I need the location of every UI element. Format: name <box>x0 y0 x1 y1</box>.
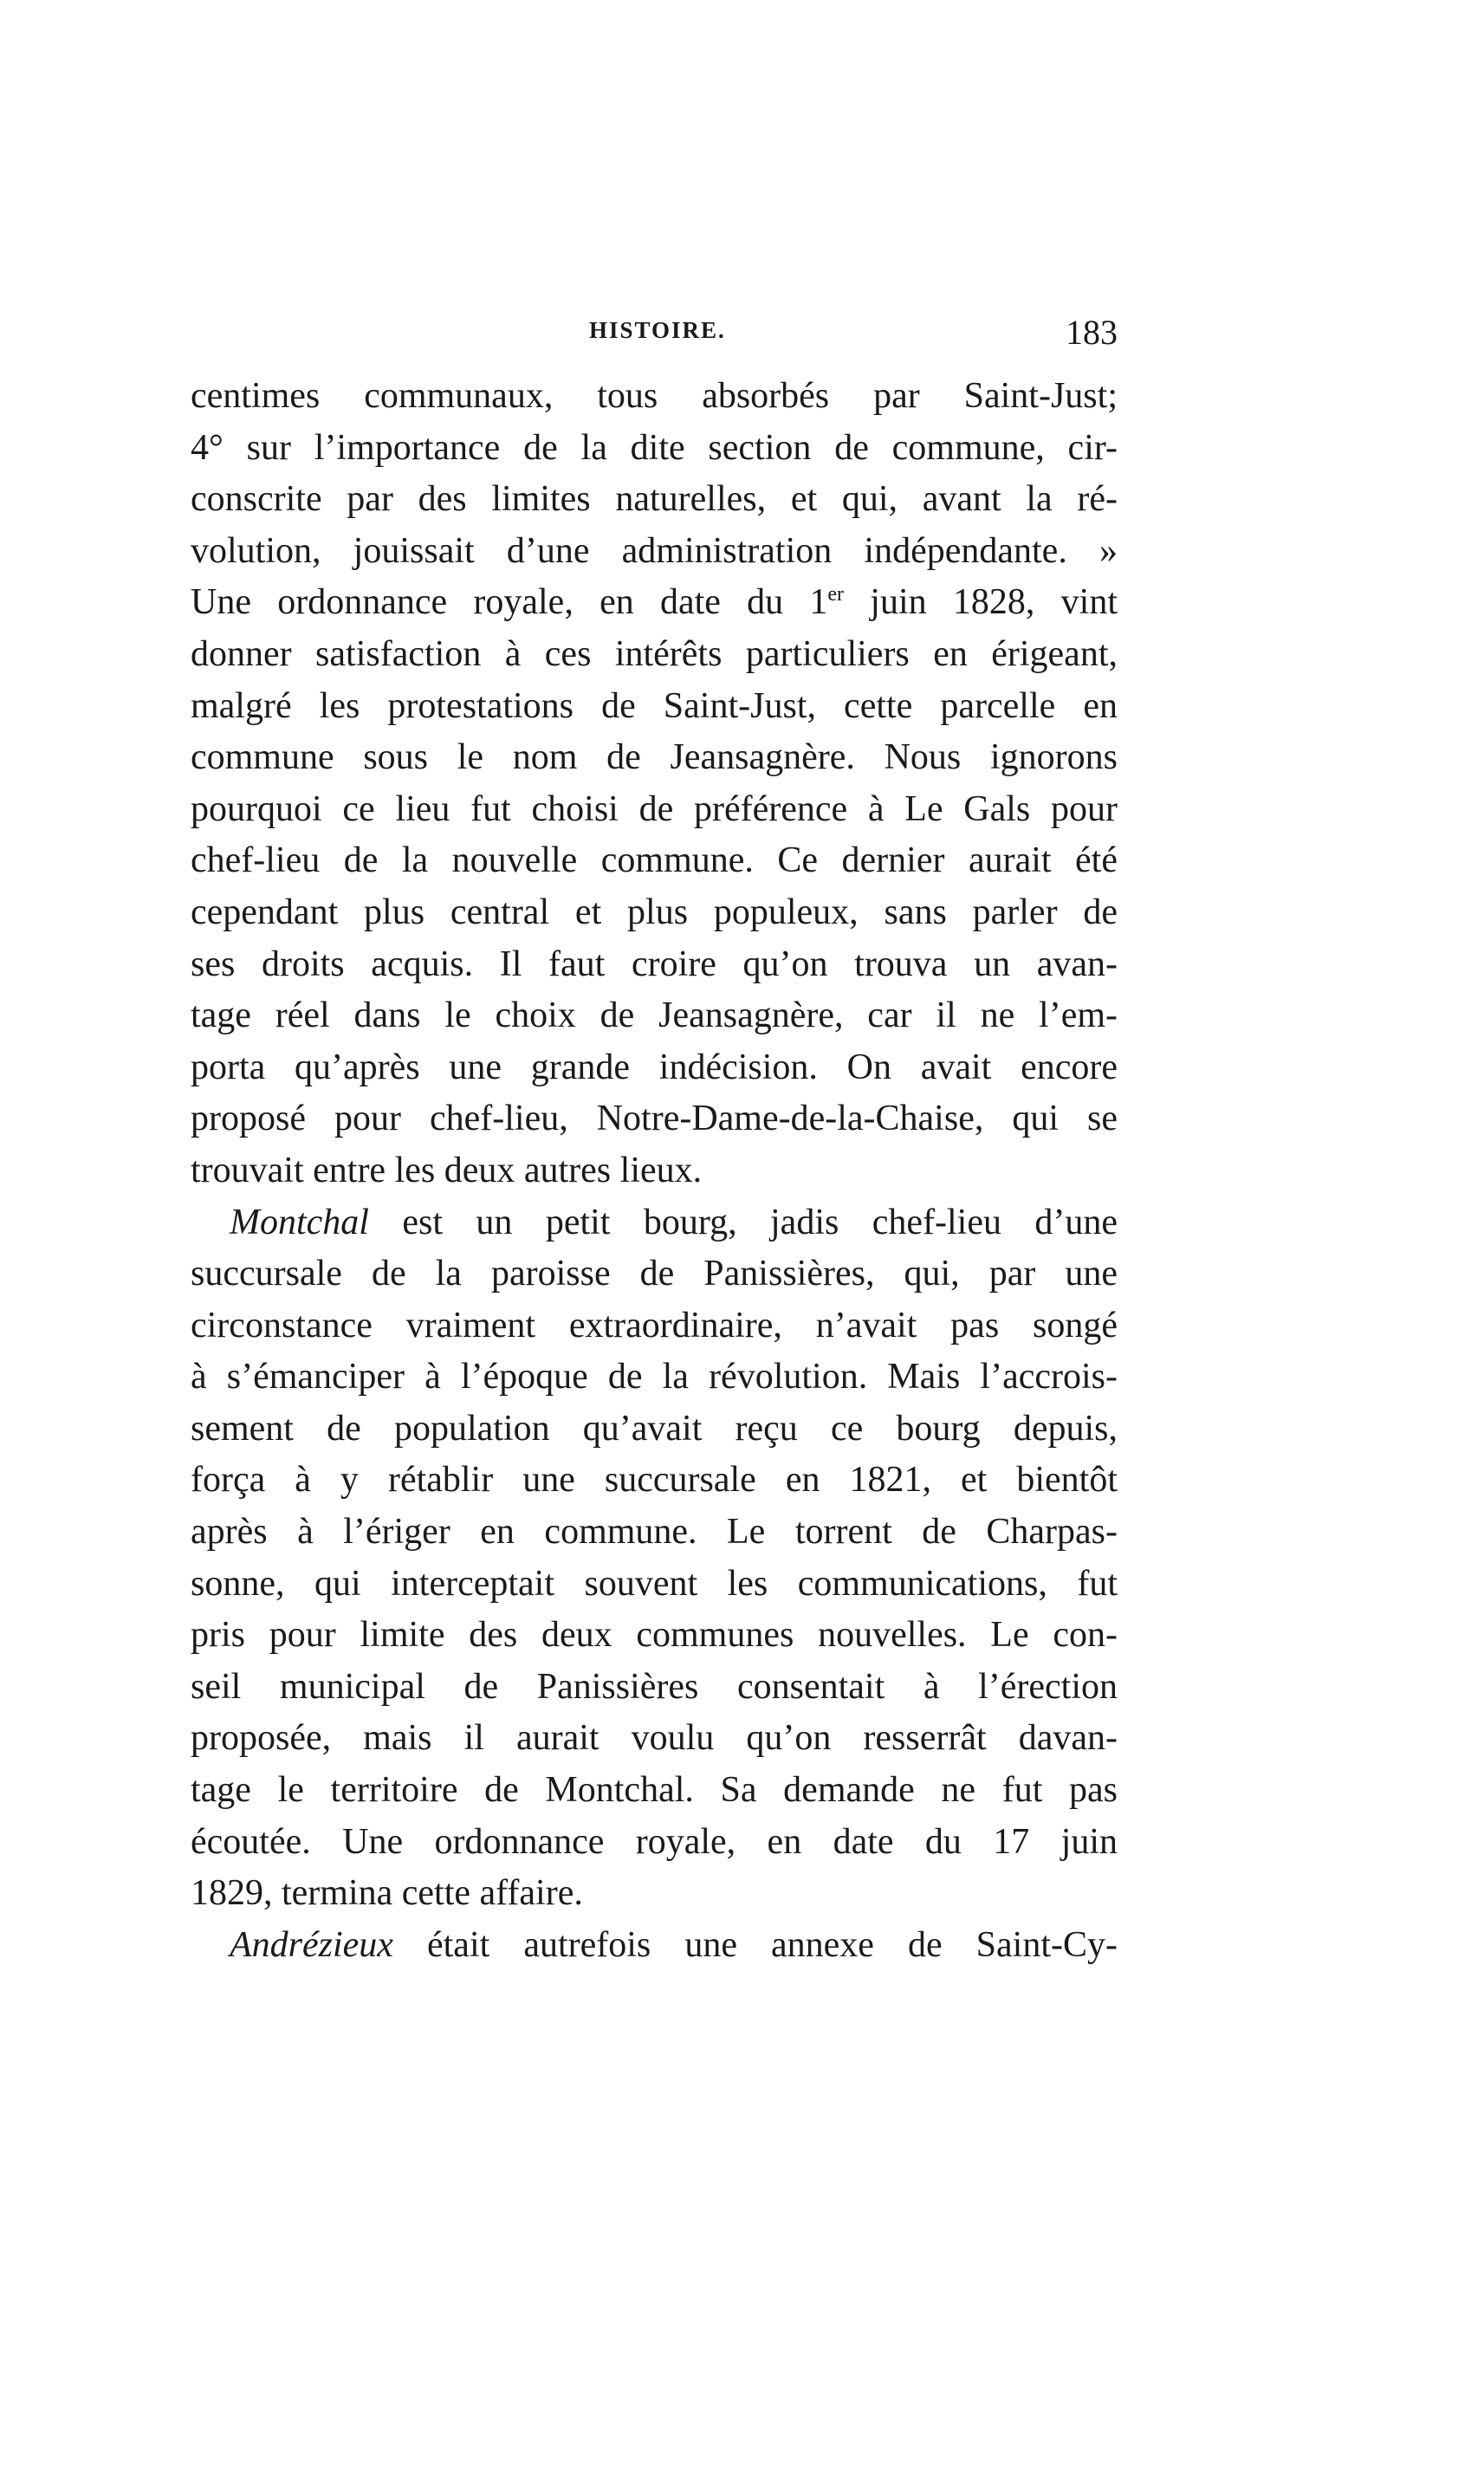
text-segment: était autrefois une annexe de Saint-Cy- <box>392 1924 1118 1965</box>
text-line: proposé pour chef-lieu, Notre-Dame-de-la-Chaise, qui se <box>191 1099 1118 1139</box>
text-segment: juin 1828, vint <box>844 582 1118 623</box>
text-line: trouvait entre les deux autres lieux. <box>191 1150 703 1190</box>
text-line <box>191 1197 1118 1249</box>
text-line: tage le territoire de Montchal. Sa demande ne fut pas <box>191 1770 1118 1811</box>
body-text <box>191 371 1118 1971</box>
text-line: pourquoi ce lieu fut choisi de préférence à Le Gals pour <box>191 788 1118 829</box>
text-line <box>191 1920 1118 1972</box>
text-line: malgré les protestations de Saint-Just, cette parcelle en <box>191 685 1118 726</box>
text-line: cependant plus central et plus populeux, sans parler de <box>191 892 1118 932</box>
page-number: 183 <box>1066 313 1118 352</box>
text-line <box>191 577 1118 629</box>
text-line: força à y rétablir une succursale en 1821, et bientôt <box>191 1460 1118 1501</box>
text-line: commune sous le nom de Jeansagnère. Nous ignorons <box>191 737 1118 778</box>
text-line: conscrite par des limites naturelles, et qui, avant la ré- <box>191 479 1118 520</box>
text-line: volution, jouissait d’une administration indépendante. » <box>191 530 1118 571</box>
text-line: sement de population qu’avait reçu ce bourg depuis, <box>191 1408 1118 1449</box>
text-line: tage réel dans le choix de Jeansagnère, car il ne l’em- <box>191 995 1118 1036</box>
text-line: porta qu’après une grande indécision. On avait encore <box>191 1047 1118 1087</box>
text-line: chef-lieu de la nouvelle commune. Ce dernier aurait été <box>191 840 1118 881</box>
text-line: seil municipal de Panissières consentait à l’érection <box>191 1666 1118 1707</box>
running-title: HISTOIRE. <box>589 317 726 343</box>
text-line: centimes communaux, tous absorbés par Saint-Just; <box>191 376 1118 416</box>
text-line: donner satisfaction à ces intérêts particuliers en érigeant, <box>191 633 1118 674</box>
text-line: après à l’ériger en commune. Le torrent de Charpas- <box>191 1512 1118 1553</box>
text-segment: est un petit bourg, jadis chef-lieu d’une <box>368 1202 1118 1242</box>
text-line: proposée, mais il aurait voulu qu’on resserrât davan- <box>191 1718 1118 1759</box>
text-line: écoutée. Une ordonnance royale, en date du 17 juin <box>191 1821 1118 1862</box>
text-line: à s’émanciper à l’époque de la révolution. Mais l’accrois- <box>191 1357 1118 1397</box>
text-line: succursale de la paroisse de Panissières, qui, par une <box>191 1254 1118 1294</box>
text-line: sonne, qui interceptait souvent les communications, fut <box>191 1563 1118 1604</box>
place-name: Andrézieux <box>230 1924 393 1965</box>
text-line: ses droits acquis. Il faut croire qu’on trouva un avan- <box>191 943 1118 984</box>
text-line: 4° sur l’importance de la dite section de commune, cir- <box>191 427 1118 468</box>
superscript: er <box>827 583 845 606</box>
text-line: 1829, termina cette affaire. <box>191 1873 583 1914</box>
place-name: Montchal <box>230 1202 369 1242</box>
text-segment: Une ordonnance royale, en date du 1 <box>191 582 828 623</box>
running-header <box>191 313 1118 360</box>
text-line: circonstance vraiment extraordinaire, n’avait pas songé <box>191 1305 1118 1346</box>
text-line: pris pour limite des deux communes nouvelles. Le con- <box>191 1615 1118 1656</box>
